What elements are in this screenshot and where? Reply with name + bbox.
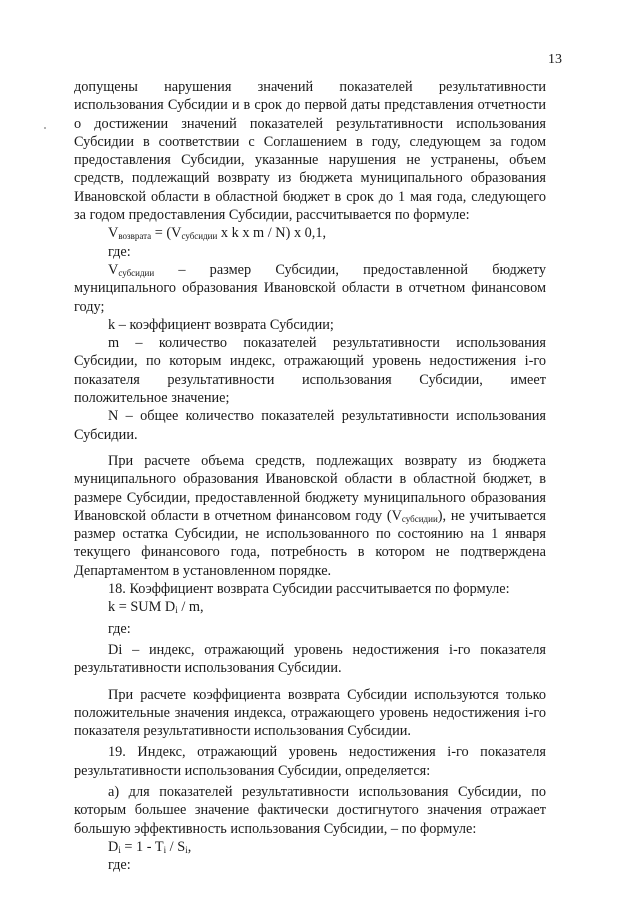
formula-part: x k x m / N) x 0,1,	[217, 225, 327, 242]
intro-paragraph: допущены нарушения значений показателей результативности использования Субсидии и в срок до первой даты представления отчетности о достижении значений показателей результативности использования Субсидии в соответствии с Соглашением в году, следующем за годом предоставления Субсидии, указанные нарушения не устранены, объем средств, подлежащий возврату из бюджета муниципального образования Ивановской области в областной бюджет в срок до 1 мая года, следующего за годом предоставления Субсидии, рассчитывается по формуле:	[74, 79, 546, 224]
formula-subscript: i	[185, 844, 188, 855]
item-18-heading: 18. Коэффициент возврата Субсидии рассчитывается по формуле:	[108, 581, 510, 598]
formula-return-volume	[74, 224, 546, 242]
definition-n: N – общее количество показателей результативности использования Субсидии.	[74, 408, 546, 443]
formula-coefficient	[74, 598, 546, 616]
document-body	[74, 78, 546, 874]
note-subscript: субсидии	[401, 513, 438, 524]
formula-symbol: V	[108, 225, 119, 242]
formula-part: / S	[166, 838, 186, 855]
definition-m: m – количество показателей результативности использования Субсидии, по которым индекс, отражающий уровень недостижения i-го показателя результативности использования Субсидии, имеет положительное значение;	[74, 335, 546, 407]
definition-di: Di – индекс, отражающий уровень недостижения i-го показателя результативности использования Субсидии.	[74, 641, 546, 677]
formula-part: k = SUM D	[108, 599, 176, 616]
page-number: 13	[548, 52, 562, 67]
positive-values-note: При расчете коэффициента возврата Субсидии используются только положительные значения индекса, отражающего уровень недостижения i-го показателя результативности использования Субсидии.	[74, 686, 546, 740]
where-label: где:	[108, 857, 131, 874]
where-label: где:	[108, 243, 131, 260]
scan-speck	[44, 127, 46, 129]
definition-v-subsidy	[74, 261, 546, 316]
where-label: где:	[108, 620, 131, 637]
formula-subscript: i	[163, 844, 167, 855]
formula-subscript: i	[118, 844, 121, 855]
calculation-note-paragraph	[74, 452, 546, 580]
formula-part: ,	[187, 838, 192, 855]
definition-k: k – коэффициент возврата Субсидии;	[108, 316, 334, 333]
formula-index	[74, 838, 546, 856]
formula-subscript: возврата	[118, 231, 152, 242]
definition-symbol: V	[108, 261, 119, 278]
formula-part: = 1 - T	[120, 838, 164, 855]
item-19a-paragraph: а) для показателей результативности использования Субсидии, по которым большее значение фактически достигнутого значения отражает большую эффективность использования Субсидии, – по формуле:	[74, 783, 546, 837]
note-text: ), не учитывается размер остатка Субсидии, не использованного по состоянию на 1 января текущего финансового года, потребность в котором не подтверждена Департаментом в установленном порядке.	[74, 507, 546, 579]
note-text: При расчете объема средств, подлежащих возврату из бюджета муниципального образования Ивановской области в областной бюджет, в размере Субсидии, предоставленной бюджету муниципального образования Ивановской области в отчетном финансовом году (V	[74, 452, 546, 524]
formula-part: / m,	[177, 599, 204, 616]
definition-text: – размер Субсидии, предоставленной бюджету муниципального образования Ивановской области в отчетном финансовом году;	[74, 261, 546, 315]
item-19-paragraph: 19. Индекс, отражающий уровень недостижения i-го показателя результативности использования Субсидии, определяется:	[74, 744, 546, 779]
formula-part: = (V	[151, 225, 182, 242]
formula-subscript: субсидии	[181, 231, 218, 242]
definition-subscript: субсидии	[118, 267, 155, 278]
formula-subscript: i	[175, 605, 178, 616]
formula-part: D	[108, 838, 119, 855]
